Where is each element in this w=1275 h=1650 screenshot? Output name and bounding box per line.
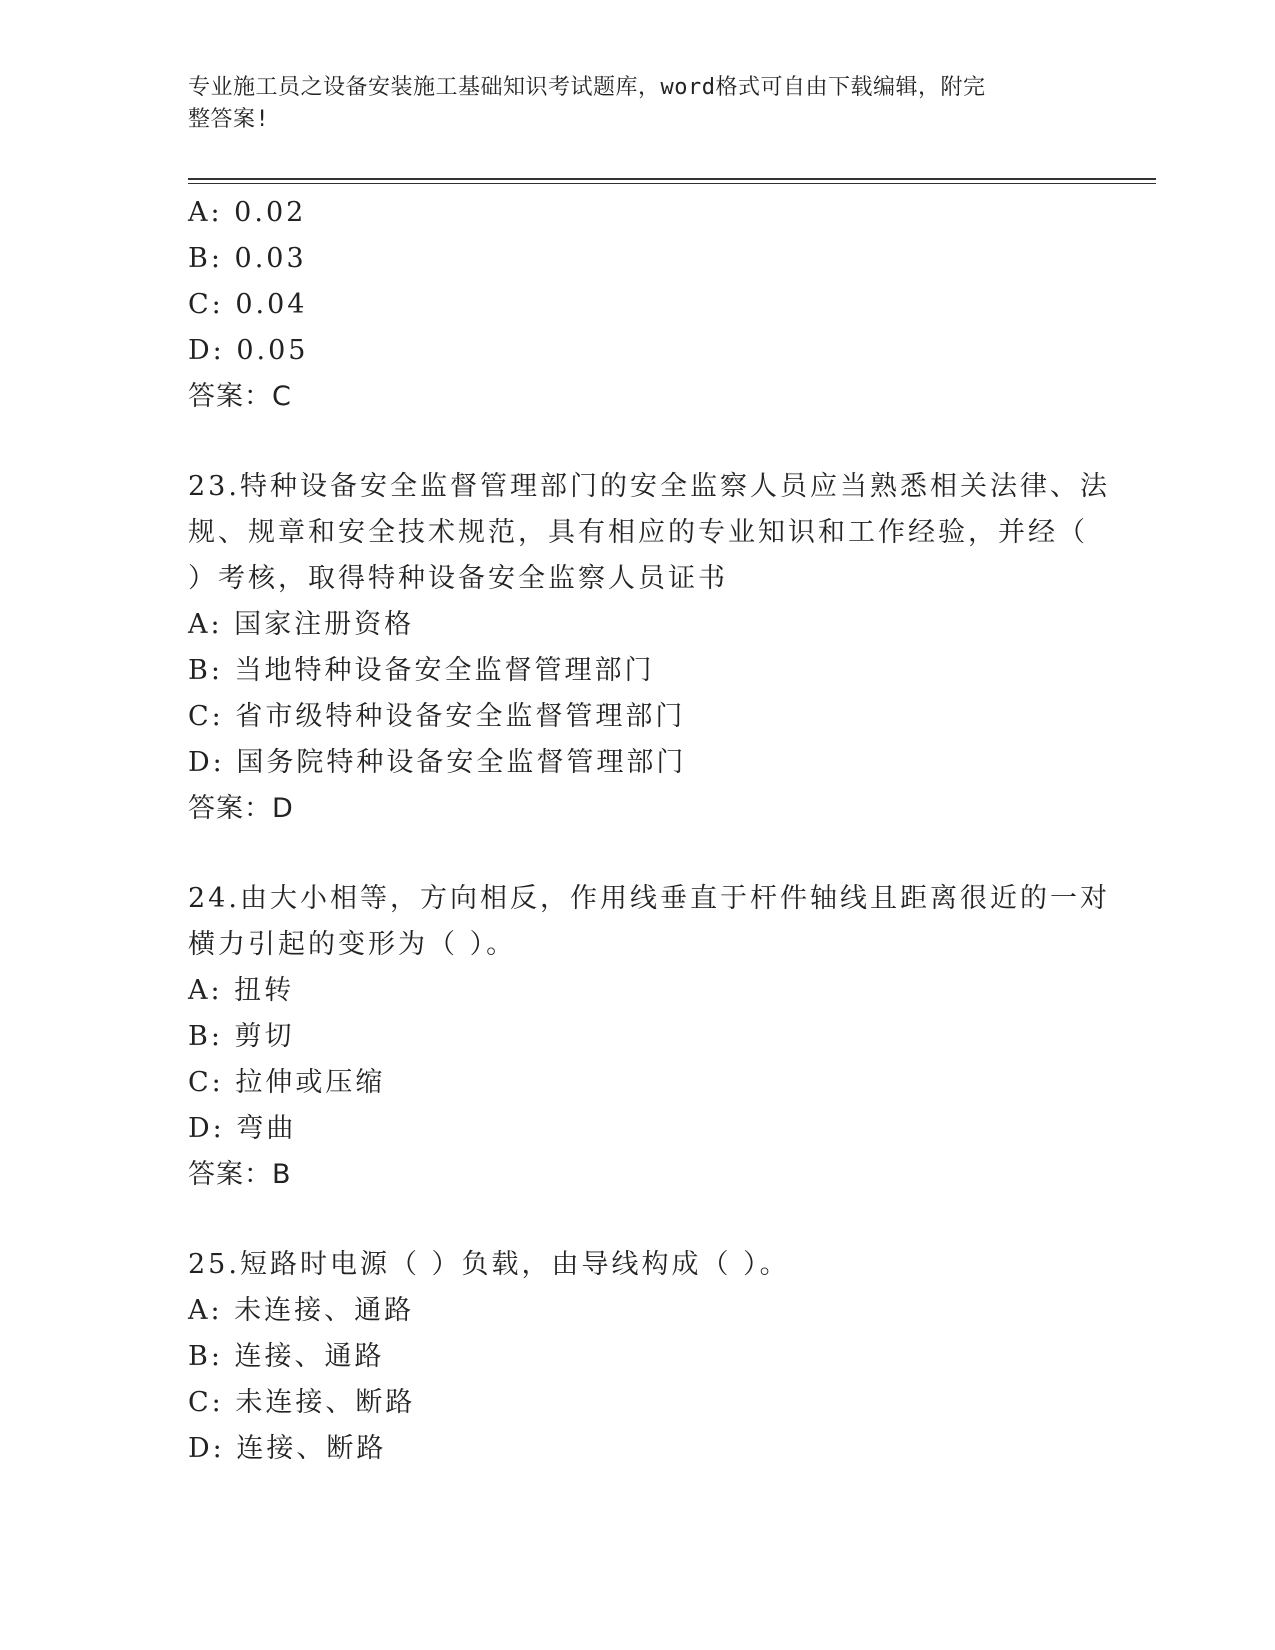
header-title-line-2: 整答案! (188, 107, 270, 132)
question-text-line: 规、规章和安全技术规范，具有相应的专业知识和工作经验，并经（ (188, 517, 1088, 548)
option-c: C: 未连接、断路 (188, 1387, 416, 1418)
option-b: B: 当地特种设备安全监督管理部门 (188, 655, 655, 686)
question-text (188, 876, 1110, 968)
question-text-line: 24.由大小相等，方向相反，作用线垂直于杆件轴线且距离很近的一对 (188, 883, 1110, 914)
option-c: C: 省市级特种设备安全监督管理部门 (188, 701, 686, 732)
answer-line: 答案：D (188, 793, 294, 824)
option-c: C: 0.04 (188, 289, 308, 320)
option-a: A: 未连接、通路 (188, 1295, 415, 1326)
option-d: D: 连接、断路 (188, 1433, 387, 1464)
header-divider-thin (188, 183, 1156, 184)
option-b: B: 0.03 (188, 243, 307, 274)
question-text-line: ）考核，取得特种设备安全监察人员证书 (188, 563, 728, 594)
question-text-line: 25.短路时电源（ ）负载，由导线构成（ ）。 (188, 1249, 790, 1280)
option-a: A: 国家注册资格 (188, 609, 415, 640)
question-23 (188, 464, 1110, 832)
option-b: B: 连接、通路 (188, 1341, 385, 1372)
option-d: D: 国务院特种设备安全监督管理部门 (188, 747, 687, 778)
option-a: A: 扭转 (188, 975, 295, 1006)
option-d: D: 弯曲 (188, 1113, 297, 1144)
answer-line: 答案：C (188, 381, 292, 412)
question-24 (188, 876, 1110, 1198)
header-title-line-1: 专业施工员之设备安装施工基础知识考试题库，word格式可自由下载编辑，附完 (188, 75, 986, 100)
question-22-continuation (188, 190, 1088, 420)
option-d: D: 0.05 (188, 335, 309, 366)
header-divider-thick (188, 178, 1156, 180)
option-a: A: 0.02 (188, 197, 307, 228)
option-b: B: 剪切 (188, 1021, 295, 1052)
answer-line: 答案：B (188, 1159, 292, 1190)
document-header (188, 72, 1068, 136)
question-text (188, 464, 1110, 602)
question-25 (188, 1242, 1088, 1472)
question-text-line: 23.特种设备安全监督管理部门的安全监察人员应当熟悉相关法律、法 (188, 471, 1110, 502)
question-text (188, 1242, 1088, 1288)
document-content (188, 190, 1110, 1472)
question-text-line: 横力引起的变形为（ ）。 (188, 929, 517, 960)
option-c: C: 拉伸或压缩 (188, 1067, 386, 1098)
